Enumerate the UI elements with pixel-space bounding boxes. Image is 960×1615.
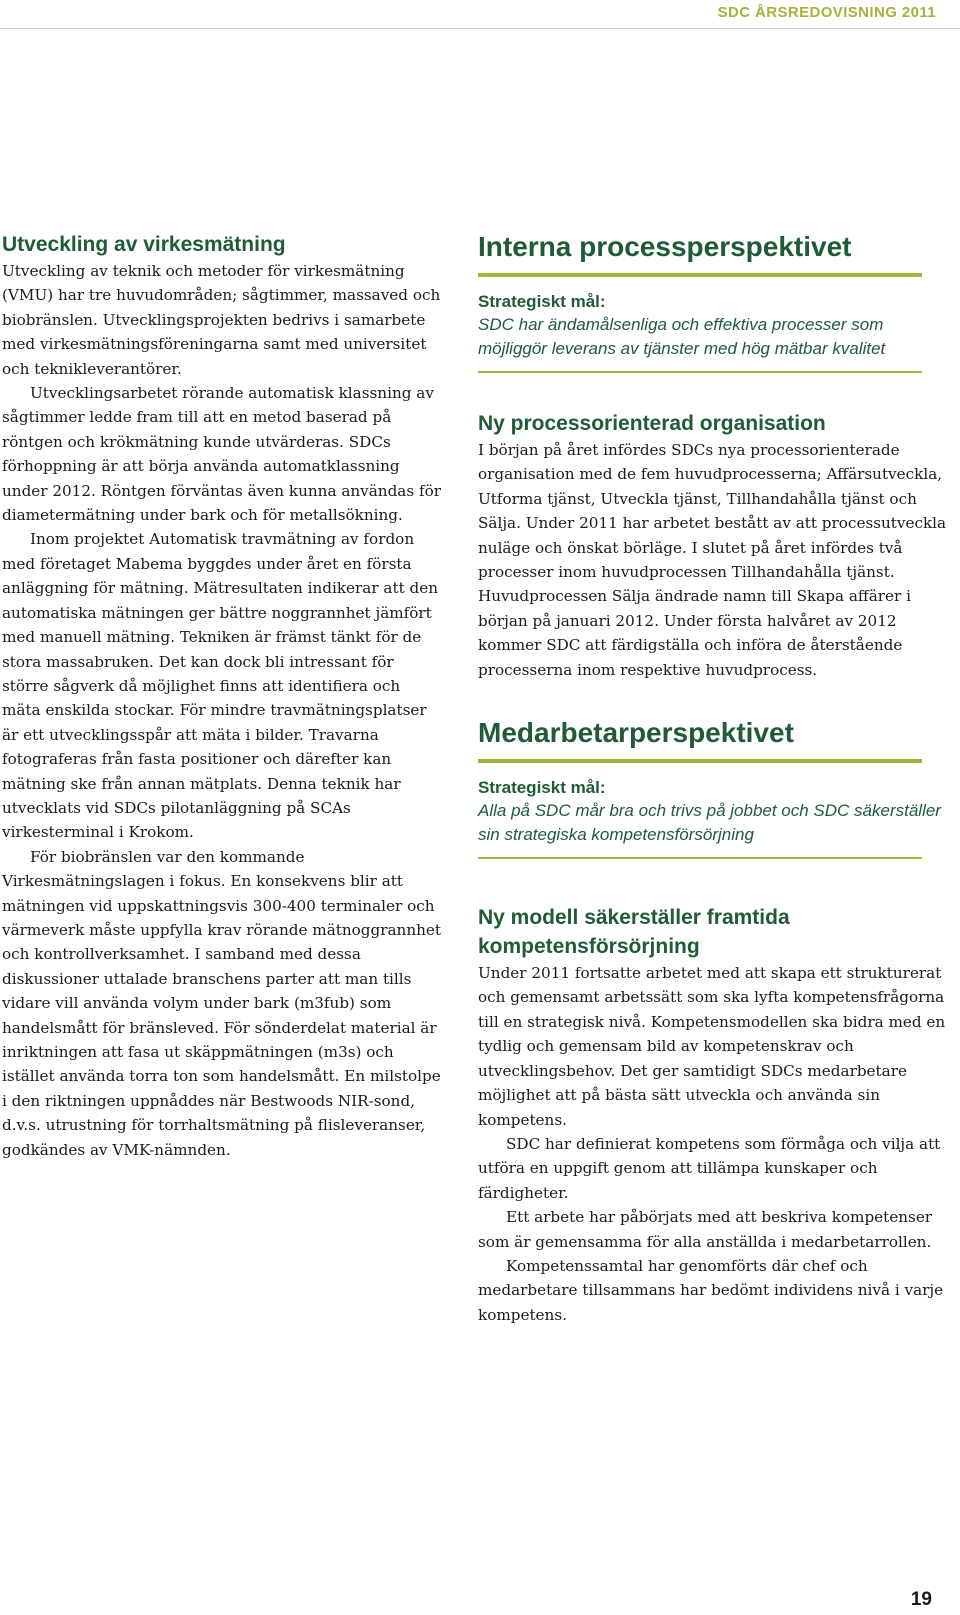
body-paragraph: Utvecklingsarbetet rörande automatisk klassning av sågtimmer ledde fram till att en metod baserad på röntgen och krökmätning kunde utvärderas. SDCs förhoppning är att börja använda automatklassning under 2012. Röntgen förväntas även kunna användas för diametermätning under bark och för metallsökning. [2,384,442,525]
body-paragraph: Ett arbete har påbörjats med att beskriva kompetenser som är gemensamma för alla anställda i medarbetarrollen. [478,1208,933,1251]
heading-rule [478,273,922,277]
strategic-goal-text: SDC har ändamålsenliga och effektiva processer som möjliggör leverans av tjänster med hög mätbar kvalitet [478,315,886,358]
right-column [478,230,948,1327]
running-header: SDC ÅRSREDOVISNING 2011 [717,4,936,21]
strategic-goal-label: Strategiskt mål: [478,292,606,311]
left-column [2,232,442,1162]
strategic-goal-label: Strategiskt mål: [478,778,606,798]
strategic-goal-text: Alla på SDC mår bra och trivs på jobbet och SDC säkerställer sin strategiska kompetensförsörjning [478,801,941,845]
section-heading-virkesmatning: Utveckling av virkesmätning [2,233,286,256]
body-paragraph: Utveckling av teknik och metoder för virkesmätning (VMU) har tre huvudområden; sågtimmer, massaved och biobränslen. Utvecklingsprojekten bedrivs i samarbete med virkesmätningsföreningarna samt med universitet och teknikleverantörer. [2,262,441,378]
body-paragraph: I början på året infördes SDCs nya processorienterade organisation med de fem huvudprocesserna; Affärsutveckla, Utforma tjänst, Utveckla tjänst, Tillhandahålla tjänst och Sälja. Under 2011 har arbetet bestått av att processutveckla nuläge och önskat börläge. I slutet på året infördes två processer inom huvudprocessen Tillhandahålla tjänst. Huvudprocessen Sälja ändrade namn till Skapa affärer i början på januari 2012. Under första halvåret av 2012 kommer SDC att färdigställa och införa de återstående processerna inom respektive huvudprocess. [478,441,947,679]
subheading-kompetensforsorjning: Ny modell säkerställer framtida kompetensförsörjning [478,906,790,959]
header-divider [0,28,960,29]
subheading-processorienterad: Ny processorienterad organisation [478,412,826,435]
body-paragraph: SDC har definierat kompetens som förmåga och vilja att utföra en uppgift genom att tillämpa kunskaper och färdigheter. [478,1134,941,1202]
goal-rule [478,857,922,859]
heading-rule [478,759,922,763]
section-heading-interna-processperspektivet: Interna processperspektivet [478,231,852,262]
goal-rule [478,371,922,373]
body-paragraph: Under 2011 fortsatte arbetet med att skapa ett strukturerat och gemensamt arbetssätt som ska lyfta kompetensfrågorna till en strategisk nivå. Kompetensmodellen ska bidra med en tydlig och gemensam bild av kompetenskrav och utvecklingsbehov. Det ger samtidigt SDCs medarbetare möjlighet att på bästa sätt utveckla och använda sin kompetens. [478,964,946,1129]
section-heading-medarbetarperspektivet: Medarbetarperspektivet [478,717,794,749]
body-paragraph: Inom projektet Automatisk travmätning av fordon med företaget Mabema byggdes under året en första anläggning för mätning. Mätresultaten indikerar att den automatiska mätningen ger bättre noggrannhet jämfört med manuell mätning. Tekniken är främst tänkt för de stora massabruken. Det kan dock bli intressant för större sågverk då möjlighet finns att identifiera och mäta enskilda stockar. För mindre travmätningsplatser är ett utvecklingsspår att mäta i bilder. Travarna fotograferas från fasta positioner och därefter kan mätning ske från annan mätplats. Denna teknik har utvecklats vid SDCs pilotanläggning på SCAs virkesterminal i Krokom. [2,530,439,842]
body-paragraph: För biobränslen var den kommande Virkesmätningslagen i fokus. En konsekvens blir att mätningen vid uppskattningsvis 300-400 terminaler och värmeverk måste uppfylla krav rörande mätnoggrannhet och kontrollverksamhet. I samband med dessa diskussioner uttalade branschens parter att man tills vidare vill använda volym under bark (m3fub) som handelsmått för bränsleved. För sönderdelat material är inriktningen att fasa ut skäppmätningen (m3s) och istället använda torra ton som handelsmått. En milstolpe i den riktningen uppnåddes när Bestwoods NIR-sond, d.v.s. utrustning för torrhaltsmätning på flisleveranser, godkändes av VMK-nämnden. [2,847,441,1159]
page-number: 19 [910,1589,932,1610]
body-paragraph: Kompetenssamtal har genomförts där chef och medarbetare tillsammans har bedömt individens nivå i varje kompetens. [478,1256,944,1324]
